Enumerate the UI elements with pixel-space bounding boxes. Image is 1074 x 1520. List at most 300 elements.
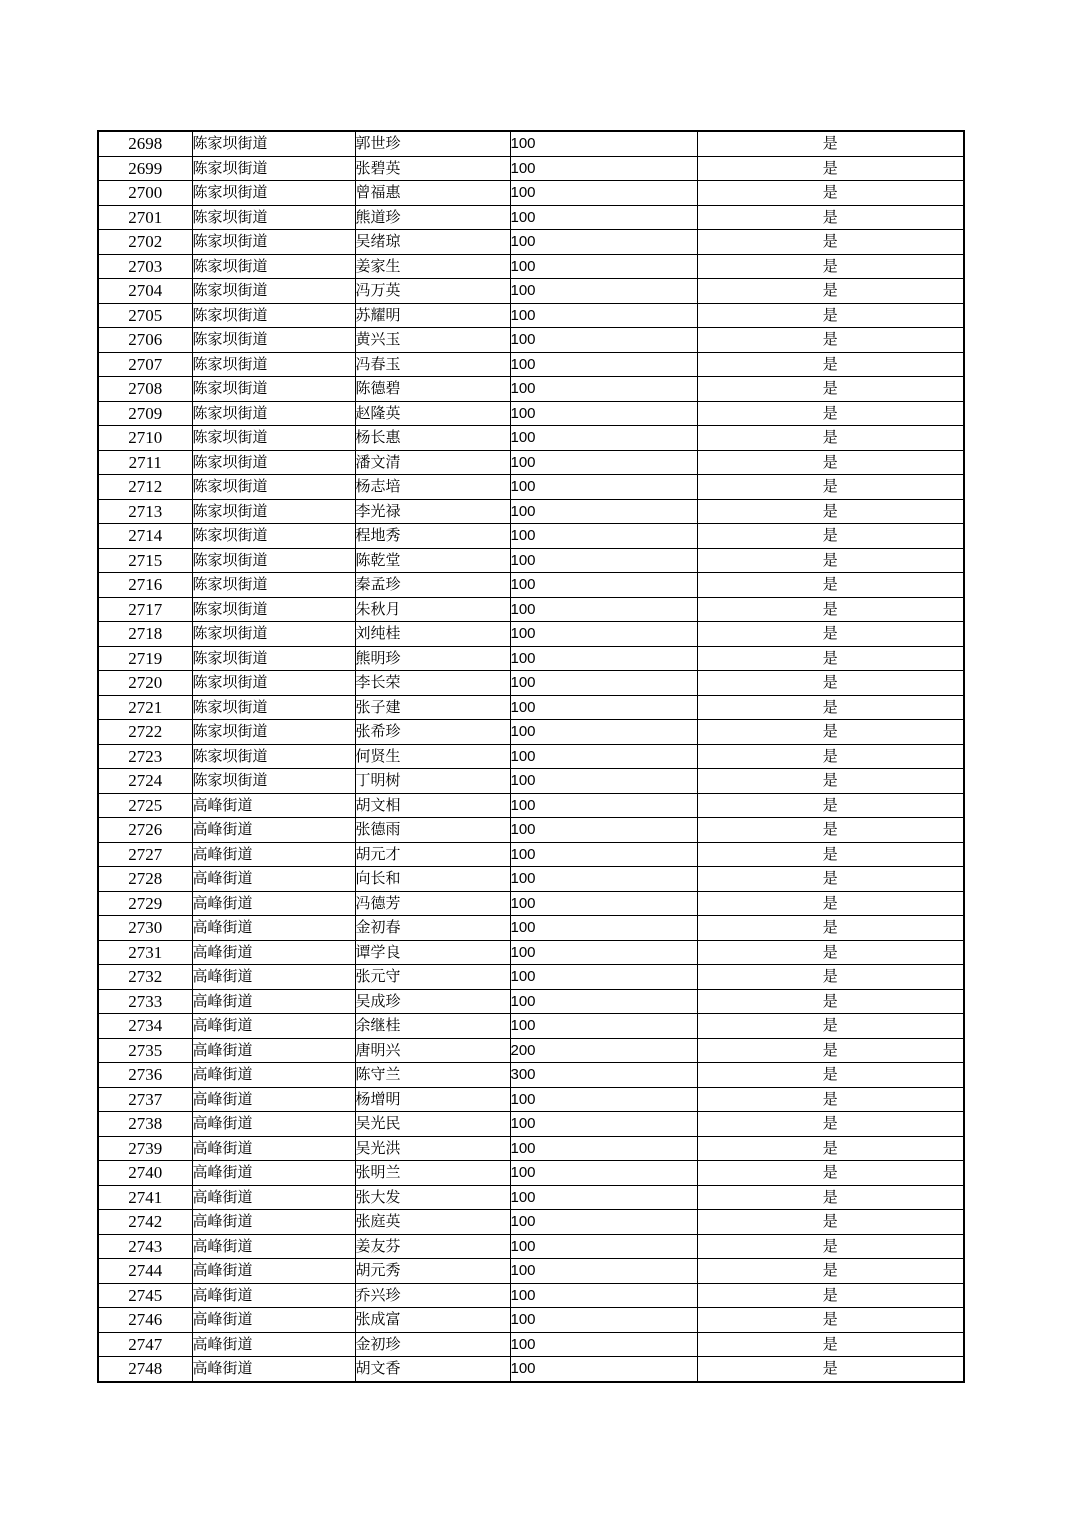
- amount-cell: 100: [510, 891, 697, 916]
- row-number-cell: 2720: [98, 671, 192, 696]
- amount-cell: 100: [510, 156, 697, 181]
- status-cell: 是: [697, 1210, 964, 1235]
- street-cell: 高峰街道: [192, 842, 355, 867]
- row-number-cell: 2707: [98, 352, 192, 377]
- name-cell: 陈乾堂: [355, 548, 510, 573]
- amount-cell: 100: [510, 205, 697, 230]
- status-cell: 是: [697, 793, 964, 818]
- row-number-cell: 2709: [98, 401, 192, 426]
- name-cell: 胡文香: [355, 1357, 510, 1382]
- street-cell: 陈家坝街道: [192, 499, 355, 524]
- row-number-cell: 2735: [98, 1038, 192, 1063]
- table-row: [98, 646, 964, 671]
- name-cell: 程地秀: [355, 524, 510, 549]
- status-cell: 是: [697, 1161, 964, 1186]
- status-cell: 是: [697, 450, 964, 475]
- street-cell: 高峰街道: [192, 891, 355, 916]
- name-cell: 金初珍: [355, 1332, 510, 1357]
- row-number-cell: 2728: [98, 867, 192, 892]
- status-cell: 是: [697, 965, 964, 990]
- row-number-cell: 2718: [98, 622, 192, 647]
- amount-cell: 100: [510, 842, 697, 867]
- name-cell: 李光禄: [355, 499, 510, 524]
- amount-cell: 100: [510, 1259, 697, 1284]
- name-cell: 熊道珍: [355, 205, 510, 230]
- row-number-cell: 2708: [98, 377, 192, 402]
- table-row: [98, 1357, 964, 1382]
- street-cell: 陈家坝街道: [192, 328, 355, 353]
- street-cell: 陈家坝街道: [192, 769, 355, 794]
- amount-cell: 100: [510, 1357, 697, 1382]
- status-cell: 是: [697, 842, 964, 867]
- name-cell: 杨长惠: [355, 426, 510, 451]
- amount-cell: 100: [510, 818, 697, 843]
- amount-cell: 100: [510, 1136, 697, 1161]
- amount-cell: 100: [510, 573, 697, 598]
- street-cell: 高峰街道: [192, 1332, 355, 1357]
- amount-cell: 100: [510, 1234, 697, 1259]
- row-number-cell: 2702: [98, 230, 192, 255]
- row-number-cell: 2732: [98, 965, 192, 990]
- row-number-cell: 2745: [98, 1283, 192, 1308]
- name-cell: 冯德芳: [355, 891, 510, 916]
- street-cell: 陈家坝街道: [192, 671, 355, 696]
- name-cell: 张大发: [355, 1185, 510, 1210]
- table-row: [98, 940, 964, 965]
- row-number-cell: 2710: [98, 426, 192, 451]
- status-cell: 是: [697, 1185, 964, 1210]
- amount-cell: 100: [510, 303, 697, 328]
- street-cell: 高峰街道: [192, 1210, 355, 1235]
- table-row: [98, 524, 964, 549]
- status-cell: 是: [697, 769, 964, 794]
- amount-cell: 100: [510, 328, 697, 353]
- name-cell: 张碧英: [355, 156, 510, 181]
- name-cell: 朱秋月: [355, 597, 510, 622]
- name-cell: 胡元秀: [355, 1259, 510, 1284]
- amount-cell: 100: [510, 793, 697, 818]
- status-cell: 是: [697, 720, 964, 745]
- row-number-cell: 2711: [98, 450, 192, 475]
- amount-cell: 100: [510, 769, 697, 794]
- table-row: [98, 818, 964, 843]
- row-number-cell: 2701: [98, 205, 192, 230]
- street-cell: 高峰街道: [192, 1087, 355, 1112]
- status-cell: 是: [697, 1014, 964, 1039]
- street-cell: 陈家坝街道: [192, 695, 355, 720]
- name-cell: 杨增明: [355, 1087, 510, 1112]
- street-cell: 高峰街道: [192, 867, 355, 892]
- name-cell: 胡元才: [355, 842, 510, 867]
- amount-cell: 100: [510, 1332, 697, 1357]
- street-cell: 高峰街道: [192, 1014, 355, 1039]
- table-row: [98, 695, 964, 720]
- street-cell: 高峰街道: [192, 916, 355, 941]
- table-row: [98, 499, 964, 524]
- name-cell: 冯春玉: [355, 352, 510, 377]
- status-cell: 是: [697, 646, 964, 671]
- amount-cell: 100: [510, 646, 697, 671]
- status-cell: 是: [697, 695, 964, 720]
- row-number-cell: 2733: [98, 989, 192, 1014]
- table-row: [98, 1283, 964, 1308]
- name-cell: 金初春: [355, 916, 510, 941]
- street-cell: 高峰街道: [192, 1259, 355, 1284]
- name-cell: 张德雨: [355, 818, 510, 843]
- name-cell: 姜友芬: [355, 1234, 510, 1259]
- status-cell: 是: [697, 181, 964, 206]
- table-row: [98, 254, 964, 279]
- amount-cell: 100: [510, 671, 697, 696]
- row-number-cell: 2738: [98, 1112, 192, 1137]
- name-cell: 刘纯桂: [355, 622, 510, 647]
- row-number-cell: 2706: [98, 328, 192, 353]
- status-cell: 是: [697, 303, 964, 328]
- street-cell: 高峰街道: [192, 818, 355, 843]
- table-row: [98, 230, 964, 255]
- street-cell: 高峰街道: [192, 989, 355, 1014]
- name-cell: 吴光民: [355, 1112, 510, 1137]
- street-cell: 陈家坝街道: [192, 720, 355, 745]
- name-cell: 何贤生: [355, 744, 510, 769]
- amount-cell: 100: [510, 1308, 697, 1333]
- street-cell: 高峰街道: [192, 1038, 355, 1063]
- row-number-cell: 2748: [98, 1357, 192, 1382]
- status-cell: 是: [697, 352, 964, 377]
- table-row: [98, 891, 964, 916]
- table-row: [98, 181, 964, 206]
- street-cell: 陈家坝街道: [192, 254, 355, 279]
- table-row: [98, 1308, 964, 1333]
- row-number-cell: 2721: [98, 695, 192, 720]
- name-cell: 潘文清: [355, 450, 510, 475]
- table-row: [98, 744, 964, 769]
- amount-cell: 100: [510, 548, 697, 573]
- amount-cell: 100: [510, 499, 697, 524]
- status-cell: 是: [697, 989, 964, 1014]
- table-row: [98, 622, 964, 647]
- row-number-cell: 2730: [98, 916, 192, 941]
- street-cell: 陈家坝街道: [192, 475, 355, 500]
- row-number-cell: 2746: [98, 1308, 192, 1333]
- status-cell: 是: [697, 279, 964, 304]
- street-cell: 高峰街道: [192, 1283, 355, 1308]
- amount-cell: 100: [510, 940, 697, 965]
- status-cell: 是: [697, 622, 964, 647]
- street-cell: 陈家坝街道: [192, 181, 355, 206]
- status-cell: 是: [697, 1308, 964, 1333]
- name-cell: 秦孟珍: [355, 573, 510, 598]
- amount-cell: 100: [510, 401, 697, 426]
- amount-cell: 100: [510, 622, 697, 647]
- table-body: [98, 131, 964, 1382]
- amount-cell: 100: [510, 989, 697, 1014]
- row-number-cell: 2716: [98, 573, 192, 598]
- status-cell: 是: [697, 1063, 964, 1088]
- status-cell: 是: [697, 1332, 964, 1357]
- street-cell: 高峰街道: [192, 1234, 355, 1259]
- name-cell: 谭学良: [355, 940, 510, 965]
- table-row: [98, 1210, 964, 1235]
- name-cell: 张明兰: [355, 1161, 510, 1186]
- street-cell: 陈家坝街道: [192, 744, 355, 769]
- amount-cell: 100: [510, 377, 697, 402]
- row-number-cell: 2744: [98, 1259, 192, 1284]
- table-row: [98, 989, 964, 1014]
- table-row: [98, 1161, 964, 1186]
- status-cell: 是: [697, 156, 964, 181]
- table-row: [98, 916, 964, 941]
- status-cell: 是: [697, 131, 964, 156]
- street-cell: 高峰街道: [192, 1136, 355, 1161]
- amount-cell: 100: [510, 524, 697, 549]
- name-cell: 黄兴玉: [355, 328, 510, 353]
- name-cell: 李长荣: [355, 671, 510, 696]
- row-number-cell: 2704: [98, 279, 192, 304]
- table-row: [98, 1112, 964, 1137]
- amount-cell: 100: [510, 230, 697, 255]
- table-row: [98, 303, 964, 328]
- status-cell: 是: [697, 205, 964, 230]
- street-cell: 陈家坝街道: [192, 597, 355, 622]
- name-cell: 张庭英: [355, 1210, 510, 1235]
- name-cell: 向长和: [355, 867, 510, 892]
- name-cell: 丁明树: [355, 769, 510, 794]
- amount-cell: 100: [510, 131, 697, 156]
- amount-cell: 100: [510, 965, 697, 990]
- status-cell: 是: [697, 1087, 964, 1112]
- row-number-cell: 2703: [98, 254, 192, 279]
- street-cell: 高峰街道: [192, 965, 355, 990]
- status-cell: 是: [697, 426, 964, 451]
- table-row: [98, 328, 964, 353]
- name-cell: 陈德碧: [355, 377, 510, 402]
- amount-cell: 100: [510, 450, 697, 475]
- name-cell: 姜家生: [355, 254, 510, 279]
- amount-cell: 100: [510, 1283, 697, 1308]
- name-cell: 曾福惠: [355, 181, 510, 206]
- table-row: [98, 573, 964, 598]
- street-cell: 陈家坝街道: [192, 548, 355, 573]
- row-number-cell: 2747: [98, 1332, 192, 1357]
- row-number-cell: 2727: [98, 842, 192, 867]
- table-row: [98, 1259, 964, 1284]
- name-cell: 冯万英: [355, 279, 510, 304]
- street-cell: 陈家坝街道: [192, 450, 355, 475]
- table-row: [98, 1136, 964, 1161]
- amount-cell: 100: [510, 597, 697, 622]
- street-cell: 高峰街道: [192, 793, 355, 818]
- street-cell: 高峰街道: [192, 1308, 355, 1333]
- amount-cell: 100: [510, 744, 697, 769]
- name-cell: 熊明珍: [355, 646, 510, 671]
- amount-cell: 100: [510, 867, 697, 892]
- table-row: [98, 671, 964, 696]
- row-number-cell: 2731: [98, 940, 192, 965]
- street-cell: 高峰街道: [192, 1063, 355, 1088]
- row-number-cell: 2717: [98, 597, 192, 622]
- street-cell: 陈家坝街道: [192, 352, 355, 377]
- street-cell: 陈家坝街道: [192, 524, 355, 549]
- table-row: [98, 548, 964, 573]
- name-cell: 杨志培: [355, 475, 510, 500]
- status-cell: 是: [697, 377, 964, 402]
- street-cell: 陈家坝街道: [192, 622, 355, 647]
- row-number-cell: 2705: [98, 303, 192, 328]
- table-row: [98, 1087, 964, 1112]
- amount-cell: 100: [510, 695, 697, 720]
- status-cell: 是: [697, 573, 964, 598]
- table-row: [98, 205, 964, 230]
- street-cell: 陈家坝街道: [192, 303, 355, 328]
- status-cell: 是: [697, 1038, 964, 1063]
- table-row: [98, 597, 964, 622]
- row-number-cell: 2715: [98, 548, 192, 573]
- table-row: [98, 279, 964, 304]
- name-cell: 张元守: [355, 965, 510, 990]
- street-cell: 陈家坝街道: [192, 573, 355, 598]
- amount-cell: 100: [510, 916, 697, 941]
- street-cell: 陈家坝街道: [192, 131, 355, 156]
- row-number-cell: 2722: [98, 720, 192, 745]
- table-row: [98, 1234, 964, 1259]
- street-cell: 高峰街道: [192, 1185, 355, 1210]
- row-number-cell: 2723: [98, 744, 192, 769]
- table-row: [98, 1332, 964, 1357]
- name-cell: 吴光洪: [355, 1136, 510, 1161]
- row-number-cell: 2726: [98, 818, 192, 843]
- row-number-cell: 2739: [98, 1136, 192, 1161]
- row-number-cell: 2734: [98, 1014, 192, 1039]
- row-number-cell: 2714: [98, 524, 192, 549]
- status-cell: 是: [697, 254, 964, 279]
- row-number-cell: 2698: [98, 131, 192, 156]
- table-row: [98, 842, 964, 867]
- status-cell: 是: [697, 401, 964, 426]
- street-cell: 陈家坝街道: [192, 156, 355, 181]
- amount-cell: 100: [510, 1185, 697, 1210]
- table-row: [98, 475, 964, 500]
- name-cell: 吴成珍: [355, 989, 510, 1014]
- status-cell: 是: [697, 916, 964, 941]
- row-number-cell: 2736: [98, 1063, 192, 1088]
- table-row: [98, 450, 964, 475]
- row-number-cell: 2713: [98, 499, 192, 524]
- status-cell: 是: [697, 671, 964, 696]
- status-cell: 是: [697, 1112, 964, 1137]
- table-row: [98, 1038, 964, 1063]
- table-row: [98, 377, 964, 402]
- table-row: [98, 1063, 964, 1088]
- status-cell: 是: [697, 940, 964, 965]
- status-cell: 是: [697, 548, 964, 573]
- row-number-cell: 2729: [98, 891, 192, 916]
- name-cell: 张成富: [355, 1308, 510, 1333]
- status-cell: 是: [697, 1259, 964, 1284]
- street-cell: 高峰街道: [192, 940, 355, 965]
- row-number-cell: 2700: [98, 181, 192, 206]
- status-cell: 是: [697, 328, 964, 353]
- row-number-cell: 2743: [98, 1234, 192, 1259]
- status-cell: 是: [697, 867, 964, 892]
- amount-cell: 300: [510, 1063, 697, 1088]
- table-row: [98, 131, 964, 156]
- name-cell: 张希珍: [355, 720, 510, 745]
- amount-cell: 100: [510, 1112, 697, 1137]
- amount-cell: 100: [510, 720, 697, 745]
- table-row: [98, 426, 964, 451]
- amount-cell: 100: [510, 279, 697, 304]
- table-row: [98, 769, 964, 794]
- name-cell: 胡文相: [355, 793, 510, 818]
- status-cell: 是: [697, 891, 964, 916]
- name-cell: 吴绪琼: [355, 230, 510, 255]
- status-cell: 是: [697, 230, 964, 255]
- street-cell: 陈家坝街道: [192, 205, 355, 230]
- table-row: [98, 156, 964, 181]
- row-number-cell: 2712: [98, 475, 192, 500]
- name-cell: 张子建: [355, 695, 510, 720]
- row-number-cell: 2724: [98, 769, 192, 794]
- data-table: [97, 130, 965, 1383]
- status-cell: 是: [697, 1136, 964, 1161]
- table-row: [98, 1014, 964, 1039]
- status-cell: 是: [697, 1234, 964, 1259]
- amount-cell: 100: [510, 181, 697, 206]
- amount-cell: 100: [510, 1210, 697, 1235]
- status-cell: 是: [697, 1357, 964, 1382]
- status-cell: 是: [697, 744, 964, 769]
- status-cell: 是: [697, 475, 964, 500]
- row-number-cell: 2740: [98, 1161, 192, 1186]
- amount-cell: 100: [510, 426, 697, 451]
- row-number-cell: 2725: [98, 793, 192, 818]
- table-row: [98, 867, 964, 892]
- row-number-cell: 2741: [98, 1185, 192, 1210]
- street-cell: 陈家坝街道: [192, 230, 355, 255]
- status-cell: 是: [697, 818, 964, 843]
- amount-cell: 100: [510, 1161, 697, 1186]
- name-cell: 苏耀明: [355, 303, 510, 328]
- name-cell: 余继桂: [355, 1014, 510, 1039]
- name-cell: 赵隆英: [355, 401, 510, 426]
- street-cell: 陈家坝街道: [192, 646, 355, 671]
- street-cell: 陈家坝街道: [192, 401, 355, 426]
- row-number-cell: 2742: [98, 1210, 192, 1235]
- street-cell: 高峰街道: [192, 1112, 355, 1137]
- table-row: [98, 965, 964, 990]
- street-cell: 陈家坝街道: [192, 279, 355, 304]
- table-row: [98, 352, 964, 377]
- table-row: [98, 1185, 964, 1210]
- amount-cell: 100: [510, 352, 697, 377]
- row-number-cell: 2719: [98, 646, 192, 671]
- amount-cell: 100: [510, 254, 697, 279]
- street-cell: 高峰街道: [192, 1357, 355, 1382]
- street-cell: 陈家坝街道: [192, 426, 355, 451]
- street-cell: 陈家坝街道: [192, 377, 355, 402]
- amount-cell: 100: [510, 1014, 697, 1039]
- table-row: [98, 720, 964, 745]
- row-number-cell: 2737: [98, 1087, 192, 1112]
- amount-cell: 100: [510, 475, 697, 500]
- name-cell: 陈守兰: [355, 1063, 510, 1088]
- name-cell: 唐明兴: [355, 1038, 510, 1063]
- amount-cell: 100: [510, 1087, 697, 1112]
- status-cell: 是: [697, 524, 964, 549]
- status-cell: 是: [697, 1283, 964, 1308]
- table-row: [98, 401, 964, 426]
